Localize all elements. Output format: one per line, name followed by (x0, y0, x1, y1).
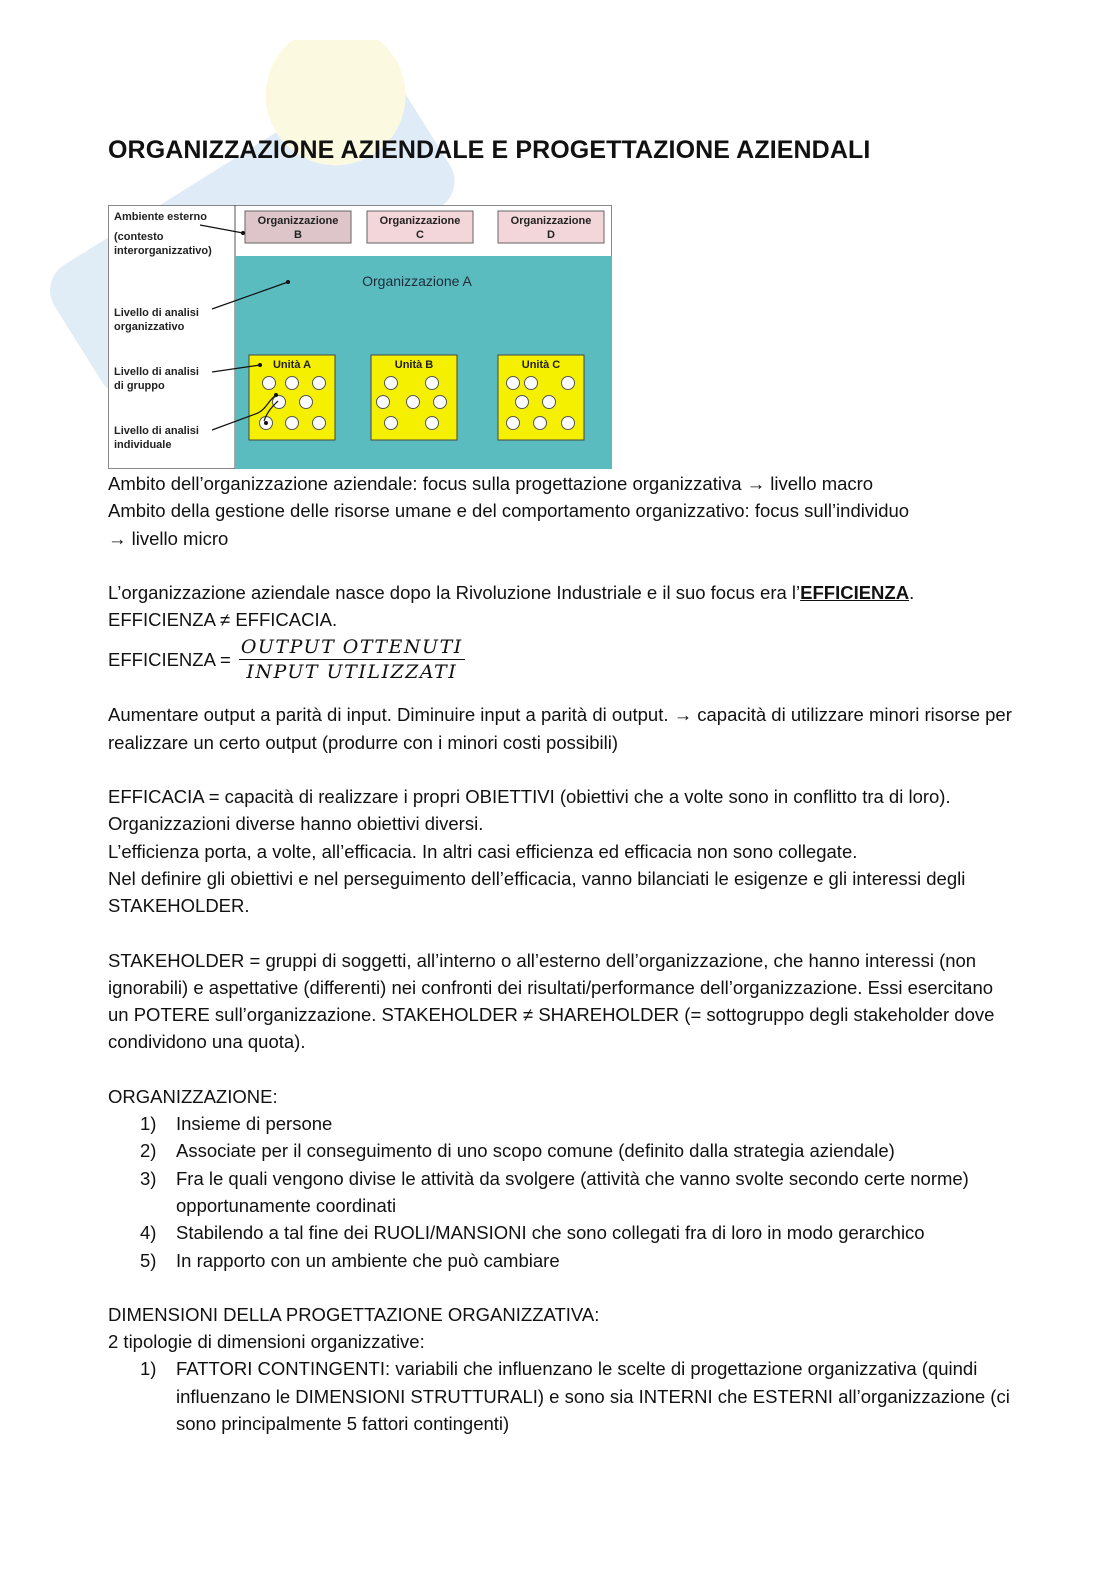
list-number: 1) (140, 1113, 157, 1135)
list-item (108, 1247, 1018, 1274)
formula-numerator: OUTPUT OTTENUTI (240, 635, 463, 658)
list-text: In rapporto con un ambiente che può cambiare (176, 1249, 560, 1271)
efficienza-intro: L’organizzazione aziendale nasce dopo la Rivoluzione Industriale e il suo focus era l’ (108, 581, 801, 603)
analisi-org-line2: organizzativo (114, 321, 185, 333)
page-title: ORGANIZZAZIONE AZIENDALE E PROGETTAZIONE AZIENDALI (108, 136, 871, 164)
list-number: 1) (140, 1358, 157, 1380)
org-b-line1: Organizzazione (257, 215, 339, 227)
org-c-line1: Organizzazione (379, 215, 461, 227)
list-number: 3) (140, 1167, 157, 1189)
org-c-line2: C (416, 229, 424, 241)
list-text: Associate per il conseguimento di uno scopo comune (definito dalla strategia aziendale) (176, 1140, 895, 1162)
ambito-text-2: livello macro (765, 473, 874, 494)
ambiente-line2: (contesto (114, 231, 164, 243)
output-text-2: capacità di utilizzare minori risorse per realizzare un certo output (produrre con i minori costi possibili) (108, 704, 1012, 753)
list-text: Stabilendo a tal fine dei RUOLI/MANSIONI che sono collegati fra di loro in modo gerarchico (176, 1222, 925, 1244)
organizzazione-a-label: Organizzazione A (362, 273, 472, 289)
dimensioni-subheading: 2 tipologie di dimensioni organizzative: (108, 1331, 425, 1353)
arrow-icon: → (108, 527, 127, 549)
list-number: 4) (140, 1222, 157, 1244)
ambito-text-1: Ambito dell’organizzazione aziendale: focus sulla progettazione organizzativa (108, 473, 747, 494)
analisi-ind-line1: Livello di analisi (114, 425, 199, 437)
list-text: Fra le quali vengono divise le attività da svolgere (attività che vanno svolte secondo certe norme) opportunamente coordinati (176, 1167, 969, 1216)
ambito-micro-level: livello micro (126, 527, 229, 549)
org-d-line1: Organizzazione (510, 215, 592, 227)
formula-label: EFFICIENZA = (108, 648, 231, 670)
org-b-line2: B (294, 229, 302, 241)
paragraph-ambito-micro (108, 497, 1018, 552)
ambito-micro-text: Ambito della gestione delle risorse umane e del comportamento organizzativo: focus sull’individuo (108, 500, 910, 522)
dimensioni-heading: DIMENSIONI DELLA PROGETTAZIONE ORGANIZZATIVA: (108, 1303, 600, 1325)
list-number: 2) (140, 1140, 157, 1162)
list-item (108, 1165, 1018, 1220)
analisi-ind-line2: individuale (114, 439, 172, 451)
list-text: Insieme di persone (176, 1113, 333, 1135)
paragraph-efficacia: EFFICACIA = capacità di realizzare i propri OBIETTIVI (obiettivi che a volte sono in conflitto tra di loro). Organizzazioni diverse hanno obiettivi diversi. (108, 786, 951, 835)
paragraph-obiettivi: Nel definire gli obiettivi e nel perseguimento dell’efficacia, vanno bilanciati le esigenze e gli interessi degli STAKEHOLDER. (108, 867, 966, 917)
arrow-icon: → (746, 473, 766, 494)
efficienza-period: . (909, 581, 915, 603)
formula-fraction (239, 635, 465, 684)
analisi-gruppo-line2: di gruppo (114, 380, 165, 392)
unita-a-label: Unità A (272, 359, 312, 371)
efficienza-keyword: EFFICIENZA (800, 581, 910, 603)
output-text-1: Aumentare output a parità di input. Diminuire input a parità di output. (108, 704, 674, 726)
organizzazione-list (108, 1110, 1018, 1274)
unita-b-label: Unità B (394, 359, 434, 371)
paragraph-ambito (108, 470, 1018, 497)
paragraph-stakeholder: STAKEHOLDER = gruppi di soggetti, all’interno o all’esterno dell’organizzazione, che hanno interessi (non ignorabili) e aspettative (differenti) nei confronti dei risultati/performance dell’organizzazione. Essi esercitano un POTERE sull’organizzazione. STAKEHOLDER ≠ SHAREHOLDER (= sottogruppo degli stakeholder dove condividono una quota). (108, 949, 995, 1053)
formula-denominator: INPUT UTILIZZATI (246, 660, 458, 683)
list-item (108, 1137, 1018, 1164)
list-text: FATTORI CONTINGENTI: variabili che influenzano le scelte di progettazione organizzativa (quindi influenzano le DIMENSIONI STRUTTURALI) e sono sia INTERNI che ESTERNI all’organizzazione (ci sono principalmente 5 fattori contingenti) (176, 1358, 1010, 1435)
paragraph-efficienza-efficacia: L’efficienza porta, a volte, all’efficacia. In altri casi efficienza ed efficacia non sono collegate. (108, 840, 858, 862)
paragraph-output (108, 701, 1018, 756)
list-number: 5) (140, 1249, 157, 1271)
ambiente-line3: interorganizzativo) (114, 245, 212, 257)
list-item (108, 1110, 1018, 1137)
analisi-org-line1: Livello di analisi (114, 307, 199, 319)
organizzazione-heading: ORGANIZZAZIONE: (108, 1085, 278, 1107)
efficienza-vs-efficacia: EFFICIENZA ≠ EFFICACIA. (108, 609, 338, 631)
list-item (108, 1219, 1018, 1246)
organization-levels-diagram (108, 205, 612, 469)
arrow-icon: → (673, 704, 693, 726)
document-body (108, 470, 1018, 1437)
dimensioni-list (108, 1355, 1018, 1437)
org-d-line2: D (547, 229, 555, 241)
ambiente-line1: Ambiente esterno (114, 211, 207, 223)
list-item (108, 1355, 1018, 1437)
efficienza-formula (108, 635, 1018, 683)
unita-c-label: Unità C (521, 359, 561, 371)
paragraph-efficienza (108, 579, 1018, 606)
analisi-gruppo-line1: Livello di analisi (114, 366, 199, 378)
